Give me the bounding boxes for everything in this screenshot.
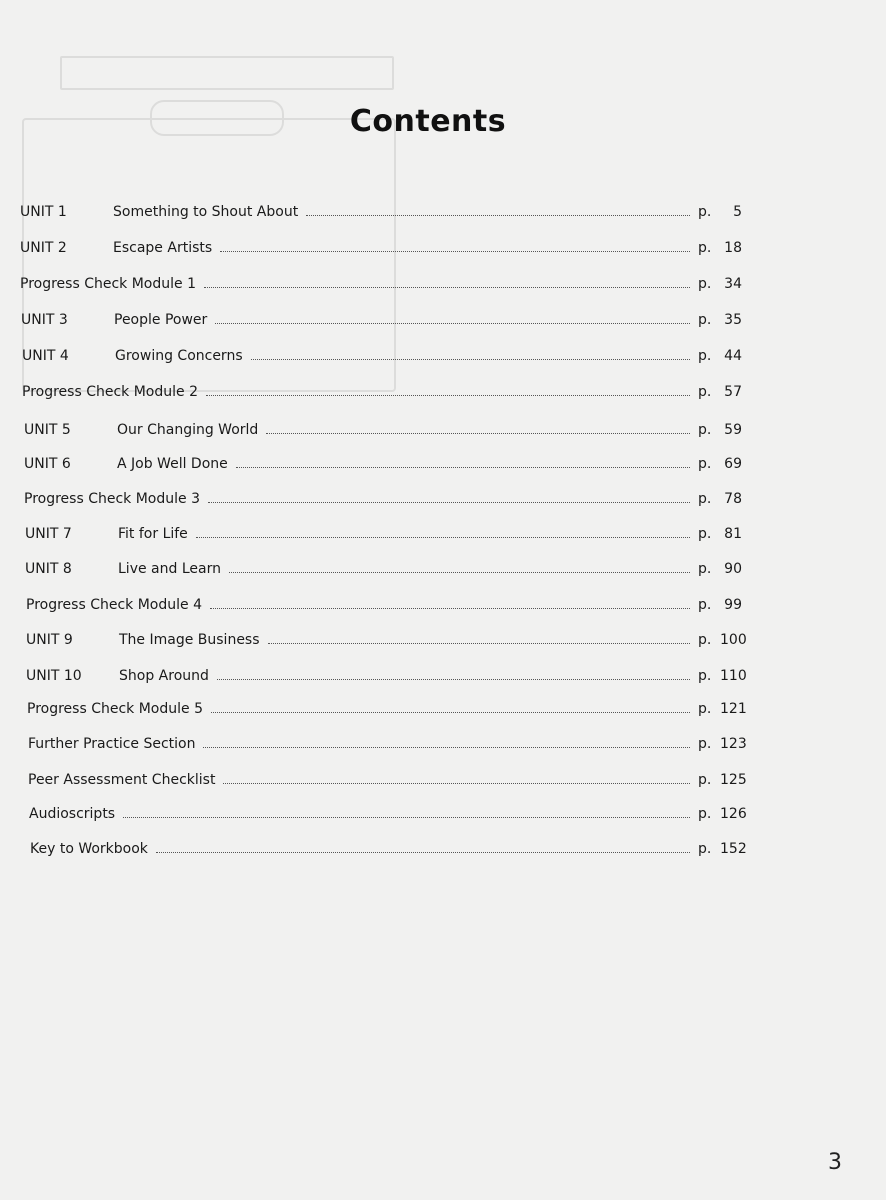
- toc-page-number: 99: [724, 597, 742, 613]
- toc-page-ref: [698, 561, 742, 577]
- toc-page-ref: [698, 348, 742, 364]
- toc-leader-dots: [210, 608, 690, 609]
- toc-entry[interactable]: [24, 448, 742, 472]
- toc-entry[interactable]: [27, 693, 747, 717]
- toc-page-number: 125: [720, 772, 747, 788]
- toc-leader-dots: [223, 783, 690, 784]
- toc-leader-dots: [236, 467, 690, 468]
- toc-unit-title: People Power: [114, 312, 208, 328]
- toc-page-number: 121: [720, 701, 747, 717]
- toc-leader-dots: [268, 643, 690, 644]
- toc-page-number: 78: [724, 491, 742, 507]
- toc-unit-title: Live and Learn: [118, 561, 221, 577]
- toc-section-title: Audioscripts: [29, 806, 116, 822]
- toc-entry[interactable]: [28, 728, 747, 752]
- toc-page-ref: [698, 841, 747, 857]
- toc-page-number: 35: [724, 312, 742, 328]
- toc-page-number: 126: [720, 806, 747, 822]
- toc-entry[interactable]: [26, 660, 747, 684]
- toc-page-number: 44: [724, 348, 742, 364]
- toc-unit-label: UNIT 5: [24, 422, 71, 438]
- toc-page-number: 152: [720, 841, 747, 857]
- toc-section-title: Further Practice Section: [28, 736, 196, 752]
- toc-page-prefix: p.: [698, 526, 712, 542]
- toc-leader-dots: [123, 817, 690, 818]
- toc-page-prefix: p.: [698, 348, 712, 364]
- toc-entry[interactable]: [24, 483, 742, 507]
- toc-unit-title: Shop Around: [119, 668, 209, 684]
- toc-entry[interactable]: [25, 553, 742, 577]
- toc-page-prefix: p.: [698, 422, 712, 438]
- toc-page-number: 18: [724, 240, 742, 256]
- toc-section-title: Key to Workbook: [30, 841, 148, 857]
- toc-unit-label: UNIT 8: [25, 561, 72, 577]
- toc-page-number: 100: [720, 632, 747, 648]
- toc-page-prefix: p.: [698, 491, 712, 507]
- toc-page-ref: [698, 806, 747, 822]
- toc-leader-dots: [208, 502, 690, 503]
- toc-page-number: 5: [733, 204, 742, 220]
- toc-page-prefix: p.: [698, 632, 712, 648]
- toc-section-title: Peer Assessment Checklist: [28, 772, 216, 788]
- toc-unit-title: Our Changing World: [117, 422, 259, 438]
- toc-page-ref: [698, 632, 747, 648]
- toc-unit-label: UNIT 4: [22, 348, 69, 364]
- toc-leader-dots: [156, 852, 690, 853]
- toc-page-ref: [698, 597, 742, 613]
- page-title: Contents: [349, 104, 507, 139]
- toc-unit-label: UNIT 2: [20, 240, 67, 256]
- toc-entry[interactable]: [30, 833, 747, 857]
- toc-leader-dots: [203, 747, 690, 748]
- toc-page-number: 110: [720, 668, 747, 684]
- toc-leader-dots: [229, 572, 690, 573]
- toc-unit-title: A Job Well Done: [117, 456, 228, 472]
- toc-unit-label: UNIT 10: [26, 668, 82, 684]
- toc-page-prefix: p.: [698, 668, 712, 684]
- toc-unit-label: UNIT 3: [21, 312, 68, 328]
- toc-page-number: 57: [724, 384, 742, 400]
- toc-unit-label: UNIT 9: [26, 632, 73, 648]
- toc-page-prefix: p.: [698, 276, 712, 292]
- toc-leader-dots: [266, 433, 690, 434]
- toc-page-prefix: p.: [698, 456, 712, 472]
- toc-page-ref: [698, 668, 747, 684]
- toc-page-ref: [698, 204, 742, 220]
- toc-page-number: 123: [720, 736, 747, 752]
- toc-leader-dots: [211, 712, 690, 713]
- toc-page-ref: [698, 312, 742, 328]
- toc-leader-dots: [206, 395, 690, 396]
- toc-page-prefix: p.: [698, 240, 712, 256]
- toc-entry[interactable]: [20, 268, 742, 292]
- toc-unit-label: UNIT 7: [25, 526, 72, 542]
- toc-entry[interactable]: [22, 340, 742, 364]
- toc-page-ref: [698, 456, 742, 472]
- toc-leader-dots: [251, 359, 690, 360]
- toc-entry[interactable]: [22, 376, 742, 400]
- toc-leader-dots: [306, 215, 690, 216]
- toc-unit-title: The Image Business: [119, 632, 260, 648]
- toc-leader-dots: [196, 537, 690, 538]
- toc-leader-dots: [204, 287, 690, 288]
- toc-page-prefix: p.: [698, 561, 712, 577]
- toc-page-number: 81: [724, 526, 742, 542]
- toc-page-ref: [698, 526, 742, 542]
- toc-page-prefix: p.: [698, 806, 712, 822]
- show-through-title-bar: [60, 56, 394, 90]
- toc-section-title: Progress Check Module 1: [20, 276, 196, 292]
- toc-unit-title: Something to Shout About: [113, 204, 299, 220]
- toc-page-ref: [698, 772, 747, 788]
- toc-page-prefix: p.: [698, 312, 712, 328]
- toc-entry[interactable]: [29, 798, 747, 822]
- toc-page-ref: [698, 240, 742, 256]
- toc-section-title: Progress Check Module 3: [24, 491, 200, 507]
- toc-page-ref: [698, 491, 742, 507]
- toc-page-prefix: p.: [698, 597, 712, 613]
- toc-unit-title: Escape Artists: [113, 240, 213, 256]
- page-number: 3: [828, 1150, 842, 1175]
- toc-section-title: Progress Check Module 2: [22, 384, 198, 400]
- toc-unit-label: UNIT 1: [20, 204, 67, 220]
- toc-leader-dots: [217, 679, 690, 680]
- toc-page-prefix: p.: [698, 736, 712, 752]
- toc-page-prefix: p.: [698, 841, 712, 857]
- toc-page-ref: [698, 736, 747, 752]
- toc-entry[interactable]: [20, 196, 742, 220]
- toc-page-prefix: p.: [698, 772, 712, 788]
- toc-unit-title: Growing Concerns: [115, 348, 243, 364]
- toc-page-prefix: p.: [698, 204, 712, 220]
- toc-entry[interactable]: [20, 232, 742, 256]
- toc-entry[interactable]: [24, 414, 742, 438]
- toc-leader-dots: [215, 323, 690, 324]
- toc-entry[interactable]: [28, 764, 747, 788]
- toc-page-ref: [698, 422, 742, 438]
- toc-entry[interactable]: [25, 518, 742, 542]
- toc-page-number: 90: [724, 561, 742, 577]
- toc-unit-label: UNIT 6: [24, 456, 71, 472]
- toc-entry[interactable]: [26, 589, 742, 613]
- toc-page-ref: [698, 276, 742, 292]
- toc-leader-dots: [220, 251, 690, 252]
- toc-page-prefix: p.: [698, 384, 712, 400]
- toc-page-number: 69: [724, 456, 742, 472]
- toc-unit-title: Fit for Life: [118, 526, 188, 542]
- toc-entry[interactable]: [26, 624, 747, 648]
- toc-entry[interactable]: [21, 304, 742, 328]
- toc-section-title: Progress Check Module 4: [26, 597, 202, 613]
- toc-page-number: 59: [724, 422, 742, 438]
- toc-page-number: 34: [724, 276, 742, 292]
- toc-page-ref: [698, 701, 747, 717]
- toc-page-ref: [698, 384, 742, 400]
- toc-section-title: Progress Check Module 5: [27, 701, 203, 717]
- toc-page-prefix: p.: [698, 701, 712, 717]
